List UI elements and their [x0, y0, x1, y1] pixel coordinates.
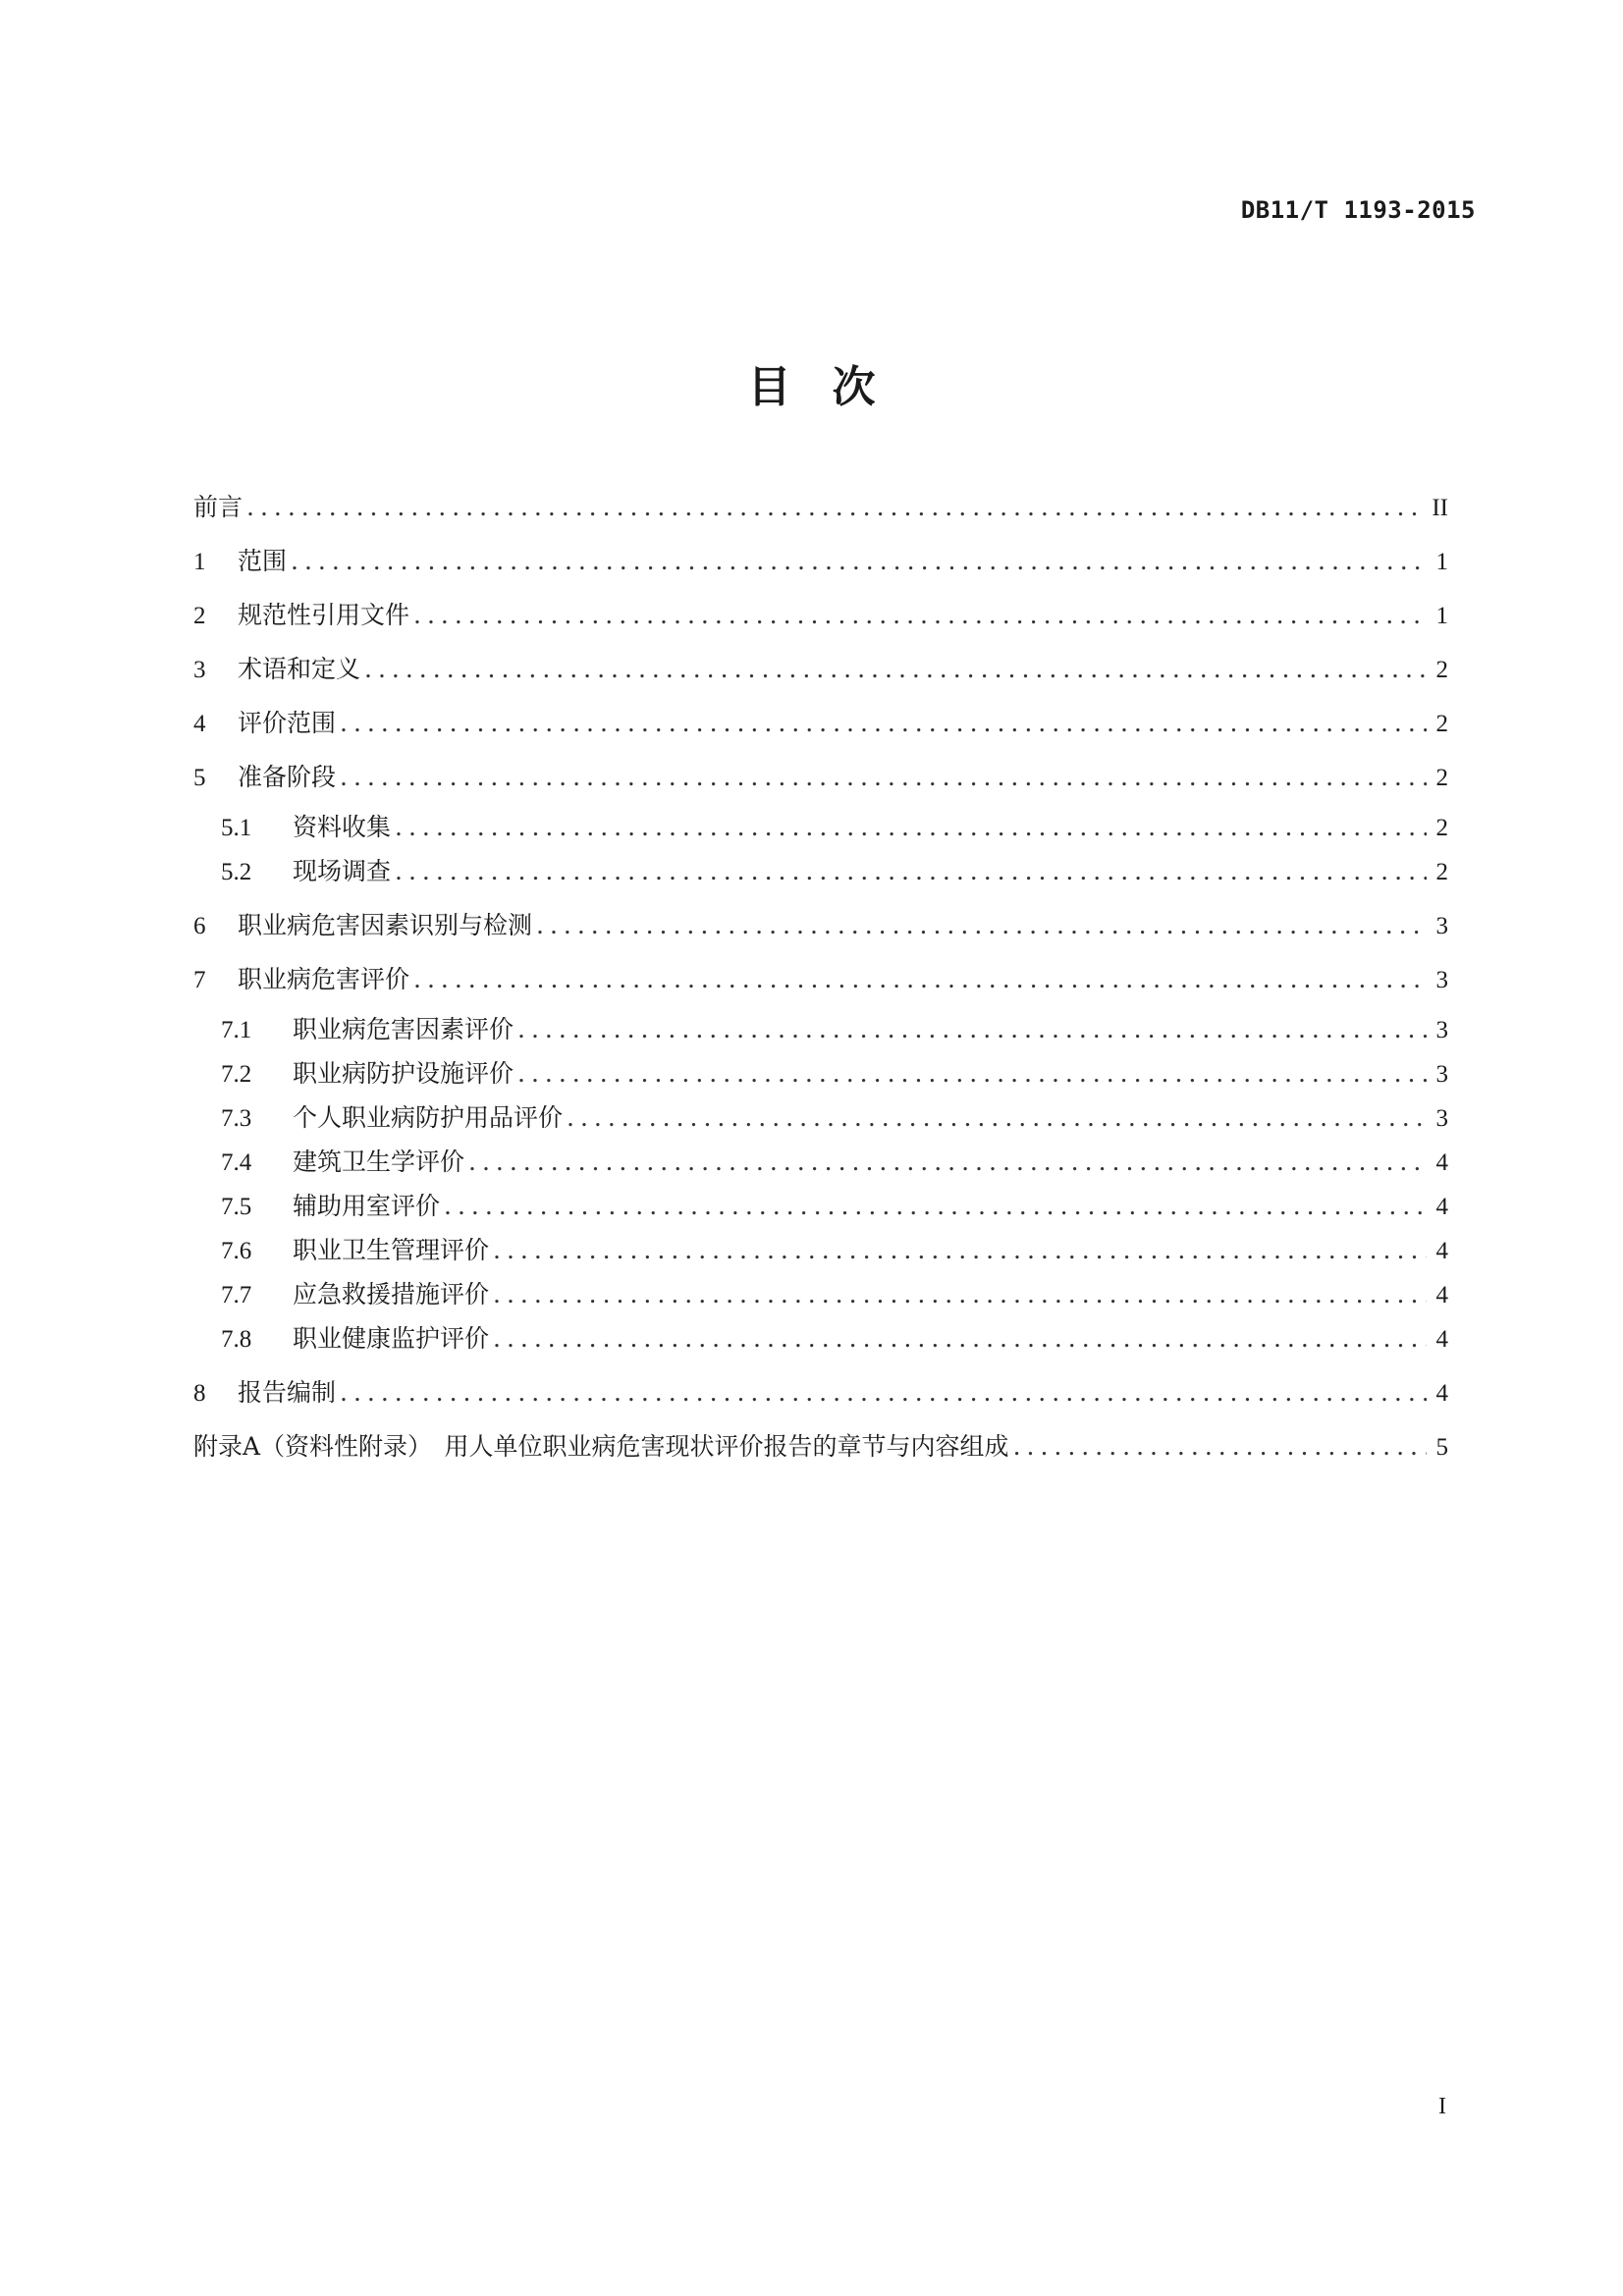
toc-entry-page: 4 — [1435, 1282, 1448, 1308]
toc-leader-dots — [395, 855, 1427, 888]
toc-leader-dots — [413, 599, 1427, 632]
toc-entry[interactable] — [193, 707, 1448, 741]
toc-subentry[interactable] — [193, 811, 1448, 845]
toc-leader-dots — [567, 1101, 1427, 1135]
toc-entry[interactable] — [193, 963, 1448, 997]
toc-entry-number: 5.1 — [221, 815, 252, 841]
toc-entry-page: 2 — [1435, 711, 1448, 737]
toc-entry-label: 范围 — [238, 547, 288, 575]
toc-entry-number: 7.5 — [221, 1194, 252, 1220]
toc-entry-page: 1 — [1435, 549, 1448, 575]
toc-leader-dots — [468, 1146, 1427, 1179]
toc-entry-page: 1 — [1435, 603, 1448, 629]
toc-subentry[interactable] — [193, 855, 1448, 889]
toc-entry-page: 5 — [1435, 1434, 1448, 1461]
toc-entry-number: 7.4 — [221, 1149, 252, 1176]
toc-entry-number: 6 — [193, 913, 206, 939]
toc-entry[interactable] — [193, 545, 1448, 579]
toc-entry-number: 2 — [193, 603, 206, 629]
toc-entry-number: 7.6 — [221, 1238, 252, 1264]
toc-leader-dots — [1013, 1430, 1427, 1464]
toc-entry-label: 职业病危害因素识别与检测 — [238, 911, 533, 939]
toc-entry-label: 建筑卫生学评价 — [293, 1148, 465, 1176]
toc-leader-dots — [395, 811, 1427, 844]
toc-leader-dots — [246, 491, 1424, 524]
toc-entry-label: 职业病危害因素评价 — [293, 1015, 514, 1043]
toc-leader-dots — [340, 1376, 1427, 1410]
toc-entry-label: 职业病防护设施评价 — [293, 1059, 514, 1088]
toc-entry[interactable] — [193, 909, 1448, 943]
toc-subentry[interactable] — [193, 1057, 1448, 1092]
toc-leader-dots — [493, 1234, 1427, 1267]
toc-entry-number: 7.2 — [221, 1061, 252, 1088]
page-number: I — [1438, 2094, 1446, 2119]
toc-entry-page: 3 — [1435, 913, 1448, 939]
toc-entry-page: 4 — [1435, 1326, 1448, 1353]
toc-leader-dots — [291, 545, 1427, 578]
toc-leader-dots — [340, 761, 1427, 794]
toc-entry-label: 辅助用室评价 — [293, 1192, 441, 1220]
toc-entry-label: 前言 — [193, 493, 243, 521]
toc-entry-number: 5.2 — [221, 859, 252, 885]
toc-subentry[interactable] — [193, 1190, 1448, 1224]
toc-entry-number: 4 — [193, 711, 206, 737]
toc-entry-number: 5 — [193, 765, 206, 791]
toc-subentry[interactable] — [193, 1146, 1448, 1180]
toc-leader-dots — [493, 1278, 1427, 1311]
toc-leader-dots — [517, 1013, 1427, 1046]
toc-entry-page: 4 — [1435, 1238, 1448, 1264]
toc-entry-page: II — [1432, 495, 1448, 521]
toc-entry[interactable] — [193, 491, 1448, 525]
toc-subentry[interactable] — [193, 1234, 1448, 1268]
toc-entry-number: 8 — [193, 1380, 206, 1407]
toc-entry[interactable] — [193, 599, 1448, 633]
toc-entry-label: 附录A（资料性附录） 用人单位职业病危害现状评价报告的章节与内容组成 — [193, 1432, 1009, 1461]
toc-entry-label: 现场调查 — [293, 857, 392, 885]
toc-leader-dots — [364, 653, 1427, 686]
toc-entry-number: 1 — [193, 549, 206, 575]
toc-entry-label: 职业健康监护评价 — [293, 1324, 490, 1353]
toc-entry-label: 报告编制 — [238, 1378, 337, 1407]
toc-entry[interactable] — [193, 761, 1448, 795]
toc-entry-label: 资料收集 — [293, 813, 392, 841]
toc-leader-dots — [493, 1322, 1427, 1356]
toc-leader-dots — [340, 707, 1427, 740]
toc-entry-page: 3 — [1435, 1061, 1448, 1088]
toc-entry-page: 2 — [1435, 657, 1448, 683]
document-code: DB11/T 1193-2015 — [1240, 196, 1476, 224]
page-title: 目次 — [747, 362, 917, 412]
toc-entry-label: 职业病危害评价 — [238, 965, 410, 993]
toc-entry-page: 2 — [1435, 815, 1448, 841]
toc-entry[interactable] — [193, 653, 1448, 687]
toc-entry[interactable] — [193, 1376, 1448, 1411]
toc-entry-number: 3 — [193, 657, 206, 683]
toc-entry-page: 4 — [1435, 1149, 1448, 1176]
toc-entry-number: 7.8 — [221, 1326, 252, 1353]
toc-entry-page: 2 — [1435, 765, 1448, 791]
toc-subentry[interactable] — [193, 1322, 1448, 1357]
toc-entry-page: 4 — [1435, 1380, 1448, 1407]
toc-entry-label: 规范性引用文件 — [238, 601, 410, 629]
toc-subentry[interactable] — [193, 1101, 1448, 1136]
toc-leader-dots — [536, 909, 1427, 942]
toc-leader-dots — [413, 963, 1427, 996]
toc-subentry[interactable] — [193, 1013, 1448, 1047]
toc-entry-page: 2 — [1435, 859, 1448, 885]
toc-entry-label: 评价范围 — [238, 709, 337, 737]
toc-entry-page: 3 — [1435, 967, 1448, 993]
toc-leader-dots — [444, 1190, 1427, 1223]
toc-entry-number: 7.1 — [221, 1017, 252, 1043]
toc-leader-dots — [517, 1057, 1427, 1091]
toc-entry-label: 职业卫生管理评价 — [293, 1236, 490, 1264]
toc-subentry[interactable] — [193, 1278, 1448, 1312]
toc-entry-label: 准备阶段 — [238, 763, 337, 791]
table-of-contents — [193, 491, 1448, 1465]
toc-entry-page: 4 — [1435, 1194, 1448, 1220]
toc-entry-appendix[interactable] — [193, 1430, 1448, 1465]
toc-entry-page: 3 — [1435, 1017, 1448, 1043]
toc-entry-page: 3 — [1435, 1105, 1448, 1132]
toc-entry-number: 7 — [193, 967, 206, 993]
toc-entry-number: 7.3 — [221, 1105, 252, 1132]
toc-entry-label: 应急救援措施评价 — [293, 1280, 490, 1308]
toc-entry-label: 术语和定义 — [238, 655, 361, 683]
toc-entry-label: 个人职业病防护用品评价 — [293, 1103, 564, 1132]
toc-entry-number: 7.7 — [221, 1282, 252, 1308]
